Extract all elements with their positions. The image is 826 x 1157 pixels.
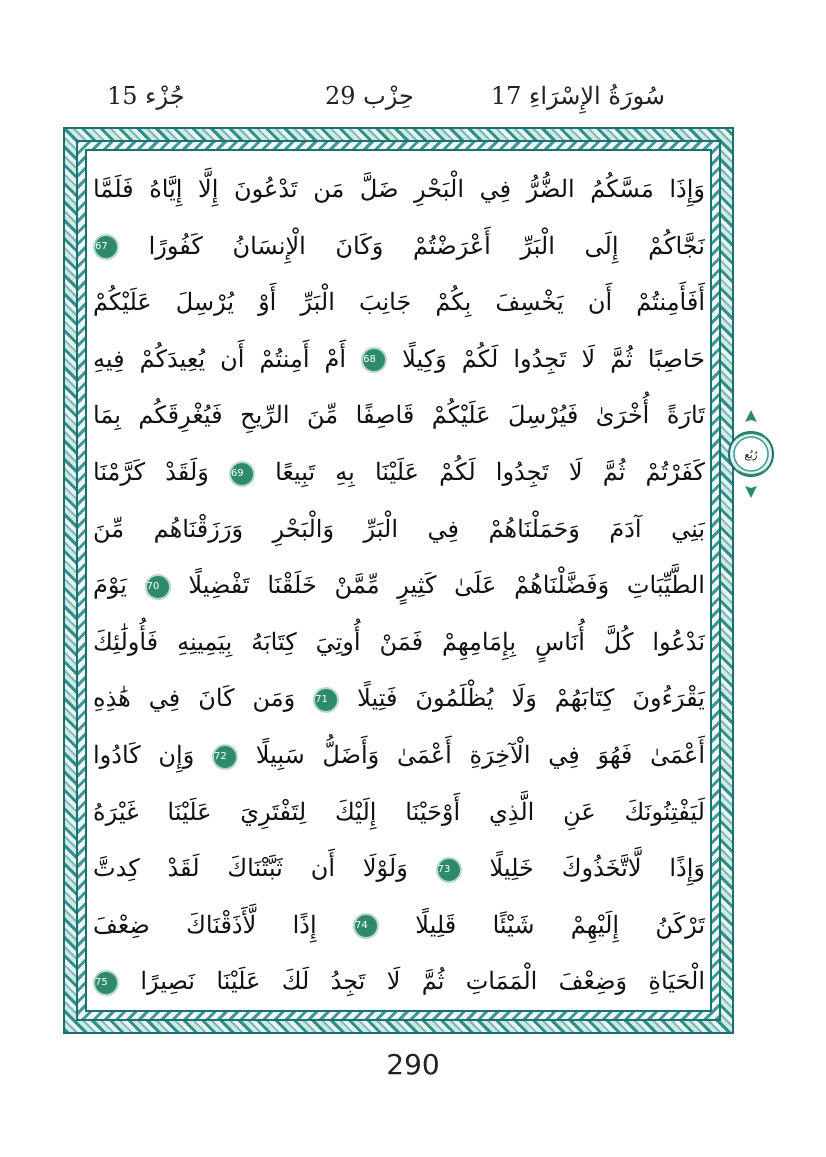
verse-text: وَلَوْلَا أَن ثَبَّتْنَاكَ لَقَدْ كِدتَّ — [93, 854, 408, 883]
verse-text: لَيَفْتِنُونَكَ عَنِ الَّذِي أَوْحَيْنَا إِلَيْكَ لِتَفْتَرِيَ عَلَيْنَا غَيْرَهُ — [93, 797, 705, 826]
page-header — [95, 82, 665, 122]
ayah-number-marker: 67 — [93, 234, 119, 260]
verse-text: يَوْمَ — [93, 571, 127, 600]
ayah-number-marker: 69 — [229, 461, 255, 487]
verse-line — [93, 500, 705, 558]
ayah-number-marker: 75 — [93, 970, 119, 996]
verse-line — [93, 896, 705, 954]
page-number: 290 — [386, 1048, 440, 1081]
verse-text: نَدْعُوا كُلَّ أُنَاسٍ بِإِمَامِهِمْ فَمَنْ أُوتِيَ كِتَابَهُ بِيَمِينِهِ فَأُولَٰئِكَ — [93, 627, 705, 656]
ayah-number-marker: 74 — [353, 913, 379, 939]
verse-text: وَإِذًا لَّاتَّخَذُوكَ خَلِيلًا — [489, 854, 705, 883]
verse-text: وَمَن كَانَ فِي هَٰذِهِ — [93, 684, 296, 713]
verse-text: تَارَةً أُخْرَىٰ فَيُرْسِلَ عَلَيْكُمْ قَاصِفًا مِّنَ الرِّيحِ فَيُغْرِقَكُم بِمَا — [93, 401, 705, 430]
verse-text: حَاصِبًا ثُمَّ لَا تَجِدُوا لَكُمْ وَكِيلًا — [402, 344, 705, 373]
verse-text: يَقْرَءُونَ كِتَابَهُمْ وَلَا يُظْلَمُونَ فَتِيلًا — [357, 684, 705, 713]
verse-line — [93, 330, 705, 388]
verse-line — [93, 783, 705, 841]
verse-text: كَفَرْتُمْ ثُمَّ لَا تَجِدُوا لَكُمْ عَلَيْنَا بِهِ تَبِيعًا — [275, 458, 705, 486]
juz-label: جُزْء 15 — [107, 82, 185, 110]
verse-line — [93, 952, 705, 1010]
verse-line — [93, 726, 705, 784]
verse-text: بَنِي آدَمَ وَحَمَلْنَاهُمْ فِي الْبَرِّ وَالْبَحْرِ وَرَزَقْنَاهُم مِّنَ — [93, 514, 705, 543]
verse-line — [93, 386, 705, 444]
ayah-number-marker: 68 — [361, 347, 387, 373]
rub-marker-icon — [726, 408, 776, 500]
verse-line — [93, 613, 705, 671]
verse-text: أَعْمَىٰ فَهُوَ فِي الْآخِرَةِ أَعْمَىٰ وَأَضَلُّ سَبِيلًا — [255, 741, 705, 769]
verse-text: نَجَّاكُمْ إِلَى الْبَرِّ أَعْرَضْتُمْ وَكَانَ الْإِنسَانُ كَفُورًا — [148, 231, 705, 260]
verse-text: الْحَيَاةِ وَضِعْفَ الْمَمَاتِ ثُمَّ لَا تَجِدُ لَكَ عَلَيْنَا نَصِيرًا — [140, 967, 705, 996]
ayah-number-marker: 71 — [313, 687, 339, 713]
rub-marker-label: رُبُع — [744, 450, 758, 461]
surah-title: 17 سُورَةُ الإِسْرَاءِ — [490, 82, 665, 110]
verse-line — [93, 443, 705, 501]
verse-text: وَلَقَدْ كَرَّمْنَا — [93, 458, 209, 486]
verse-text: إِذًا لَّأَذَقْنَاكَ ضِعْفَ — [93, 910, 317, 939]
verse-text: أَمْ أَمِنتُمْ أَن يُعِيدَكُمْ فِيهِ — [93, 344, 347, 373]
verse-line — [93, 217, 705, 275]
ayah-number-marker: 73 — [436, 857, 462, 883]
verse-text: أَفَأَمِنتُمْ أَن يَخْسِفَ بِكُمْ جَانِبَ الْبَرِّ أَوْ يُرْسِلَ عَلَيْكُمْ — [93, 288, 705, 317]
verse-text: تَرْكَنُ إِلَيْهِمْ شَيْئًا قَلِيلًا — [415, 910, 705, 939]
ayah-number-marker: 72 — [212, 744, 238, 770]
verse-line — [93, 160, 705, 218]
verse-text: وَإِن كَادُوا — [93, 741, 195, 769]
verse-text: وَإِذَا مَسَّكُمُ الضُّرُّ فِي الْبَحْرِ ضَلَّ مَن تَدْعُونَ إِلَّا إِيَّاهُ فَلَمَّا — [93, 175, 705, 203]
verse-text: الطَّيِّبَاتِ وَفَضَّلْنَاهُمْ عَلَىٰ كَثِيرٍ مِّمَّنْ خَلَقْنَا تَفْضِيلًا — [188, 571, 705, 600]
verse-line — [93, 556, 705, 614]
verse-line — [93, 273, 705, 331]
ayah-number-marker: 70 — [145, 574, 171, 600]
verse-line — [93, 669, 705, 727]
hizb-label: حِزْب 29 — [325, 82, 414, 110]
verse-line — [93, 839, 705, 897]
quran-text — [93, 160, 705, 1010]
